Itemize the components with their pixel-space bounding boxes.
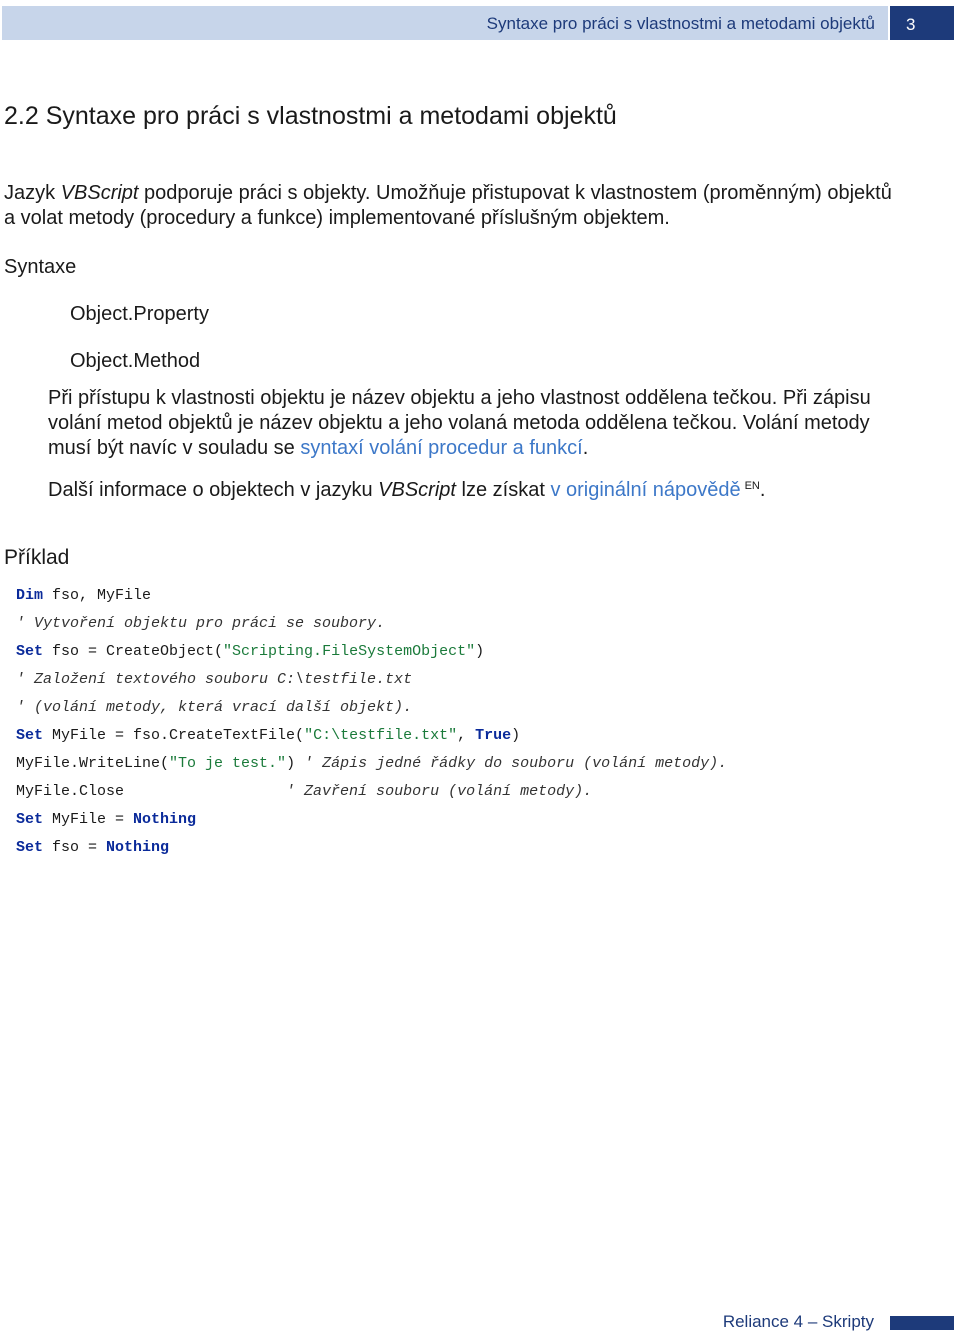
code-text: ) bbox=[475, 643, 485, 660]
code-example bbox=[16, 584, 727, 864]
code-line bbox=[16, 780, 727, 808]
syntax-property: Object.Property bbox=[70, 303, 209, 325]
code-line bbox=[16, 640, 727, 668]
code-text: ) bbox=[286, 755, 305, 772]
code-comment: ' (volání metody, která vrací další objekt). bbox=[16, 699, 413, 716]
more-info-text: Další informace o objektech v jazyku bbox=[48, 479, 379, 501]
code-line bbox=[16, 836, 727, 864]
description-text: Při přístupu k vlastnosti objektu je název objektu a jeho vlastnost oddělena tečkou. Při zápisu volání metod objektů je název objektu a jeho volaná metoda oddělena tečkou. Volání metody musí být navíc v souladu se bbox=[48, 387, 871, 459]
code-keyword: Set bbox=[16, 643, 44, 660]
code-keyword: True bbox=[475, 727, 512, 744]
code-keyword: Set bbox=[16, 727, 44, 744]
code-comment: ' Založení textového souboru C:\testfile.txt bbox=[16, 671, 413, 688]
more-info-text-2: lze získat bbox=[455, 479, 551, 501]
code-text: MyFile.WriteLine( bbox=[16, 755, 170, 772]
code-string: "To je test." bbox=[169, 755, 287, 772]
original-help-link[interactable]: v originální nápovědě bbox=[550, 479, 741, 501]
english-badge: EN bbox=[744, 480, 760, 492]
code-keyword: Nothing bbox=[106, 839, 170, 856]
code-text: ) bbox=[511, 727, 521, 744]
code-line bbox=[16, 752, 727, 780]
code-text: fso, MyFile bbox=[43, 587, 152, 604]
vbscript-term: VBScript bbox=[378, 479, 456, 501]
code-line bbox=[16, 696, 727, 724]
code-comment: ' Zavření souboru (volání metody). bbox=[286, 783, 593, 800]
code-line bbox=[16, 724, 727, 752]
code-line bbox=[16, 808, 727, 836]
code-comment: ' Vytvoření objektu pro práci se soubory. bbox=[16, 615, 386, 632]
code-text: fso = bbox=[43, 839, 107, 856]
description-paragraph bbox=[48, 386, 908, 461]
code-line bbox=[16, 612, 727, 640]
code-keyword: Dim bbox=[16, 587, 44, 604]
code-text: MyFile.Close bbox=[16, 783, 287, 800]
syntax-label: Syntaxe bbox=[4, 256, 77, 278]
code-keyword: Set bbox=[16, 811, 44, 828]
code-text: fso = CreateObject( bbox=[43, 643, 224, 660]
description-end: . bbox=[582, 437, 589, 459]
intro-text-start: Jazyk bbox=[4, 182, 61, 204]
running-header-title: Syntaxe pro práci s vlastnostmi a metodami objektů bbox=[486, 14, 875, 33]
intro-paragraph bbox=[4, 181, 904, 231]
code-string: "C:\testfile.txt" bbox=[304, 727, 458, 744]
footer-text: Reliance 4 – Skripty bbox=[722, 1312, 874, 1331]
code-line bbox=[16, 584, 727, 612]
code-text: , bbox=[457, 727, 476, 744]
syntax-method: Object.Method bbox=[70, 350, 201, 372]
code-keyword: Set bbox=[16, 839, 44, 856]
code-string: "Scripting.FileSystemObject" bbox=[223, 643, 476, 660]
section-heading: 2.2 Syntaxe pro práci s vlastnostmi a metodami objektů bbox=[4, 102, 617, 130]
code-line bbox=[16, 668, 727, 696]
more-info-end: . bbox=[759, 479, 766, 501]
intro-text-rest: podporuje práci s objekty. Umožňuje přistupovat k vlastnostem (proměnným) objektů a volat metody (procedury a funkce) implementované příslušným objektem. bbox=[4, 182, 892, 229]
code-text: MyFile = fso.CreateTextFile( bbox=[43, 727, 305, 744]
procedure-syntax-link[interactable]: syntaxí volání procedur a funkcí bbox=[300, 437, 583, 459]
footer-bar bbox=[890, 1316, 954, 1330]
vbscript-term: VBScript bbox=[60, 182, 139, 204]
page-number: 3 bbox=[890, 6, 954, 40]
code-comment: ' Zápis jedné řádky do souboru (volání metody). bbox=[304, 755, 728, 772]
code-keyword: Nothing bbox=[133, 811, 197, 828]
more-info-paragraph bbox=[48, 474, 908, 503]
example-label: Příklad bbox=[4, 546, 70, 569]
code-text: MyFile = bbox=[43, 811, 134, 828]
